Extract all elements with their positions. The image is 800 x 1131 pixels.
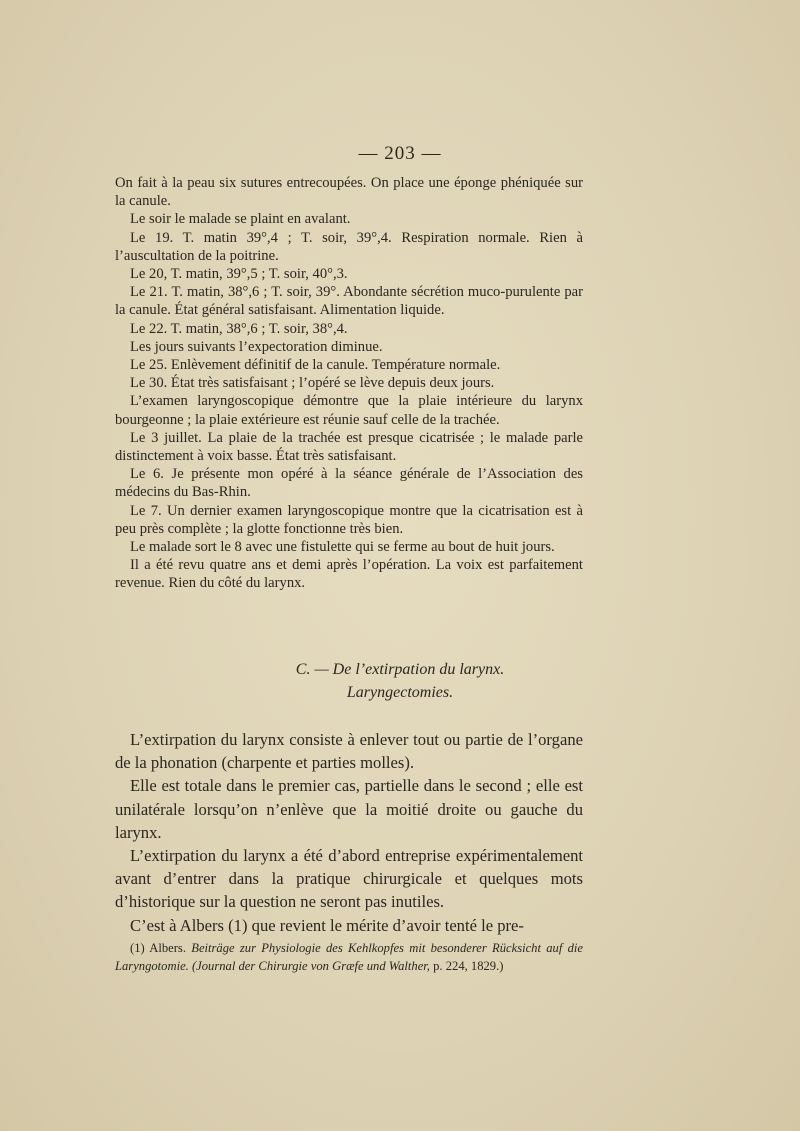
paragraph: L’extirpation du larynx a été d’abord entreprise expérimentalement avant d’entrer dans la pratique chirurgicale et quelques mots d’historique sur la question ne seront pas inutiles.: [115, 846, 583, 912]
paragraph: Le 19. T. matin 39°,4 ; T. soir, 39°,4. Respiration normale. Rien à l’auscultation de la poitrine.: [115, 229, 583, 264]
paragraph: Le 22. T. matin, 38°,6 ; T. soir, 38°,4.: [130, 320, 348, 337]
section-heading: [0, 661, 800, 679]
page-number: — 203 —: [358, 143, 442, 164]
paragraph: Le 3 juillet. La plaie de la trachée est presque cicatrisée ; le malade parle distinctement à voix basse. État très satisfaisant.: [115, 429, 583, 465]
section-subtitle: Laryngectomies.: [346, 684, 454, 701]
paragraph: Le 25. Enlèvement définitif de la canule. Température normale.: [130, 357, 501, 374]
case-notes-block: [115, 174, 583, 593]
footnote-marker: (1) Albers.: [130, 941, 186, 955]
paragraph: Les jours suivants l’expectoration diminue.: [130, 338, 383, 355]
paragraph: Le 6. Je présente mon opéré à la séance générale de l’Association des médecins du Bas-Rhin.: [115, 466, 583, 501]
paragraph: Le 20, T. matin, 39°,5 ; T. soir, 40°,3.: [130, 266, 348, 283]
paragraph: Le 21. T. matin, 38°,6 ; T. soir, 39°. Abondante sécrétion muco-purulente par la canule. État général satisfaisant. Alimentation liquide.: [115, 284, 583, 319]
paragraph: C’est à Albers (1) que revient le mérite d’avoir tenté le pre-: [130, 915, 524, 935]
section-subheading: [0, 684, 800, 702]
main-text-block: [115, 728, 583, 937]
footnote-reference: p. 224, 1829.): [433, 958, 504, 973]
paragraph: Le 7. Un dernier examen laryngoscopique montre que la cicatrisation est à peu près complète ; la glotte fonctionne très bien.: [115, 502, 583, 537]
paragraph: On fait à la peau six sutures entrecoupées. On place une éponge phéniquée sur la canule.: [115, 175, 583, 210]
paragraph: L’examen laryngoscopique démontre que la plaie intérieure du larynx bourgeonne ; la plaie extérieure est réunie sauf celle de la trachée.: [115, 393, 583, 428]
footnote-journal: (Journal der Chirurgie von Græfe und Walther,: [191, 958, 430, 973]
paragraph: Le malade sort le 8 avec une fistulette qui se ferme au bout de huit jours.: [130, 539, 555, 556]
paragraph: Il a été revu quatre ans et demi après l’opération. La voix est parfaitement revenue. Rien du côté du larynx.: [115, 557, 583, 592]
paragraph: Le soir le malade se plaint en avalant.: [130, 211, 351, 228]
paragraph: Elle est totale dans le premier cas, partielle dans le second ; elle est unilatérale lorsqu’on n’enlève que la moitié droite ou gauche du larynx.: [115, 776, 583, 842]
paragraph: L’extirpation du larynx consiste à enlever tout ou partie de l’organe de la phonation (charpente et parties molles).: [115, 730, 583, 773]
section-title: C. — De l’extirpation du larynx.: [295, 661, 505, 678]
paragraph: Le 30. État très satisfaisant ; l’opéré se lève depuis deux jours.: [130, 375, 495, 392]
footnote-title: Beiträge zur Physiologie des Kehlkopfes mit besonderer Rücksicht auf die Laryngotomie.: [115, 941, 583, 973]
footnote: [115, 940, 583, 975]
